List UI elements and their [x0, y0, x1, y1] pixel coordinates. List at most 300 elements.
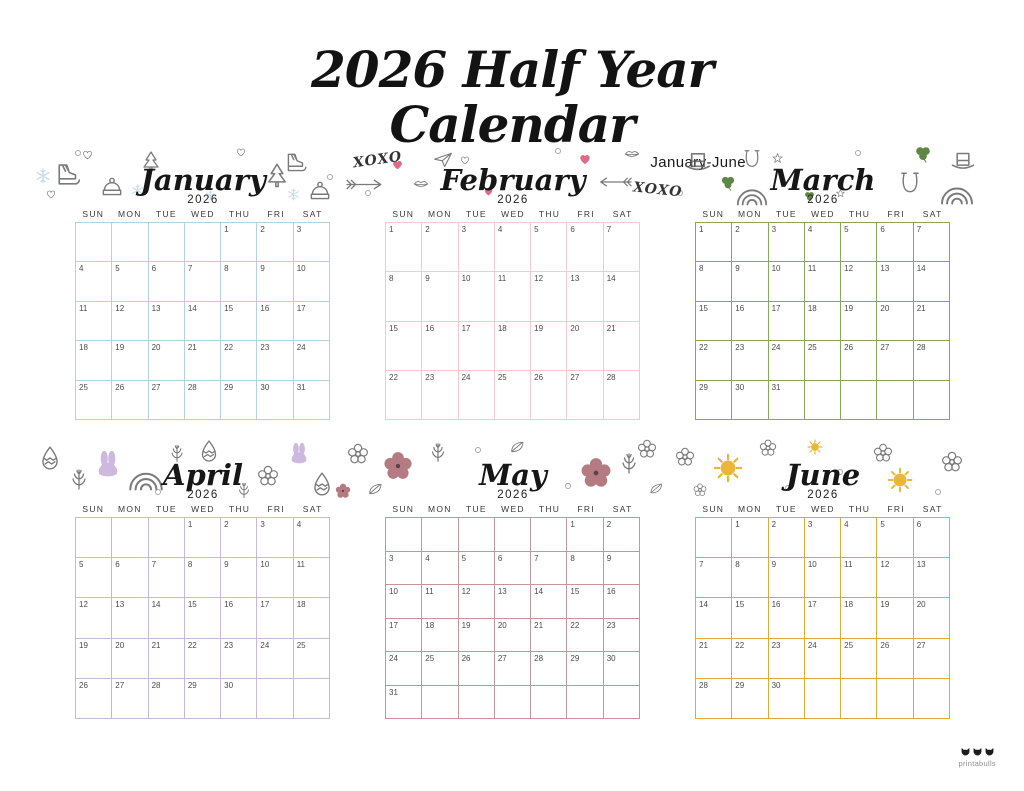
- date-number: 16: [606, 587, 616, 596]
- date-number: 7: [916, 225, 922, 234]
- dow-label: TUE: [155, 209, 177, 219]
- date-number: 27: [880, 343, 890, 353]
- date-number: 20: [151, 343, 161, 353]
- date-number: 11: [425, 587, 434, 596]
- date-number: 18: [296, 600, 306, 610]
- date-number: 14: [606, 274, 616, 284]
- dow-label: WED: [811, 209, 835, 219]
- shamrock-icon: [803, 190, 816, 203]
- day-cell: [112, 341, 148, 380]
- date-number: 19: [880, 600, 890, 610]
- date-number: 5: [844, 225, 849, 234]
- day-cell: [877, 302, 913, 341]
- day-cell: [877, 598, 913, 638]
- day-cell: [732, 558, 768, 598]
- day-cell: [567, 272, 603, 321]
- day-cell: [877, 558, 913, 598]
- flower-icon: [335, 483, 351, 499]
- date-number: 11: [79, 303, 88, 313]
- date-number: 26: [844, 343, 854, 353]
- date-number: 30: [606, 654, 616, 663]
- date-number: 19: [461, 620, 471, 630]
- day-cell: [567, 585, 603, 619]
- day-cell: [185, 679, 221, 719]
- day-of-week-header: [695, 503, 951, 516]
- day-cell: [877, 639, 913, 679]
- decor-band-easter-floral-summer: [35, 439, 985, 503]
- date-number: 5: [534, 225, 539, 234]
- dow-label: FRI: [267, 209, 285, 219]
- date-number: 23: [606, 620, 616, 630]
- branch-icon: [67, 467, 91, 491]
- day-cell: [914, 558, 950, 598]
- date-number: 23: [260, 343, 270, 353]
- page-title: 2026 Half Year Calendar: [310, 40, 713, 154]
- date-number: 30: [260, 382, 270, 392]
- day-cell: [567, 322, 603, 371]
- date-number: 1: [699, 225, 704, 234]
- bunny-icon: [287, 443, 311, 467]
- day-cell: [531, 686, 567, 720]
- day-cell: [567, 552, 603, 586]
- day-cell: [459, 518, 495, 552]
- day-cell: [531, 585, 567, 619]
- date-number: 27: [115, 680, 125, 690]
- rainbow-icon: [735, 186, 769, 206]
- winter-hat-icon: [99, 174, 125, 200]
- date-number: 10: [389, 587, 398, 596]
- date-number: 2: [606, 520, 612, 529]
- month-year: 2026: [497, 489, 529, 501]
- day-cell: [257, 518, 293, 558]
- date-number: 9: [771, 560, 777, 570]
- heart-icon: [459, 154, 471, 166]
- date-number: 26: [461, 654, 471, 663]
- date-number: 15: [389, 323, 398, 333]
- dow-label: SUN: [82, 209, 105, 219]
- day-cell: [914, 518, 950, 558]
- date-number: 5: [880, 520, 885, 529]
- day-cell: [604, 518, 640, 552]
- date-number: 19: [115, 343, 125, 353]
- dot-icon: [855, 150, 861, 156]
- dow-label: MON: [117, 504, 142, 514]
- dow-label: WED: [501, 209, 525, 219]
- date-number: 11: [844, 560, 853, 570]
- day-cell: [841, 302, 877, 341]
- winter-hat-icon: [307, 178, 333, 204]
- date-number: 31: [389, 687, 398, 697]
- month-name: February: [440, 162, 586, 197]
- day-cell: [805, 262, 841, 301]
- day-cell: [841, 598, 877, 638]
- date-number: 9: [735, 264, 740, 274]
- heart-icon: [45, 188, 57, 200]
- month-name: May: [479, 457, 547, 492]
- dow-label: SUN: [702, 504, 725, 514]
- day-cell: [459, 322, 495, 371]
- dow-label: THU: [538, 209, 561, 219]
- day-cell: [149, 302, 185, 341]
- day-cell: [732, 223, 768, 262]
- day-cell: [221, 381, 257, 420]
- date-number: 17: [771, 303, 781, 313]
- day-cell: [531, 518, 567, 552]
- heart-icon: [235, 146, 247, 158]
- dow-label: TUE: [465, 504, 487, 514]
- date-number: 24: [296, 343, 306, 353]
- date-number: 23: [771, 640, 781, 650]
- date-number: 8: [389, 274, 394, 284]
- day-cell: [495, 686, 531, 720]
- date-number: 3: [771, 225, 777, 234]
- decor-band-winter-valentine-stpatrick: [35, 144, 985, 208]
- day-cell: [495, 585, 531, 619]
- date-number: 22: [224, 343, 234, 353]
- date-number: 31: [771, 382, 781, 392]
- day-cell: [696, 518, 732, 558]
- date-number: 13: [916, 560, 926, 570]
- bunny-icon: [93, 451, 123, 481]
- date-number: 6: [880, 225, 885, 234]
- date-number: 21: [534, 620, 544, 630]
- dow-label: FRI: [267, 504, 285, 514]
- day-cell: [112, 679, 148, 719]
- date-number: 8: [570, 553, 575, 563]
- day-cell: [805, 341, 841, 380]
- dow-label: MON: [117, 209, 142, 219]
- day-cell: [805, 598, 841, 638]
- date-number: 8: [187, 560, 193, 570]
- cupid-arrow-icon: [595, 174, 633, 190]
- day-cell: [805, 223, 841, 262]
- snowflake-icon: [35, 168, 51, 184]
- day-cell: [294, 302, 330, 341]
- day-cell: [732, 639, 768, 679]
- date-number: 15: [699, 303, 708, 313]
- dot-icon: [365, 190, 371, 196]
- day-cell: [877, 262, 913, 301]
- day-cell: [257, 262, 293, 301]
- top-hat-icon: [949, 150, 977, 178]
- day-cell: [696, 598, 732, 638]
- date-number: 15: [735, 600, 745, 610]
- day-cell: [257, 679, 293, 719]
- dow-label: FRI: [887, 209, 905, 219]
- day-cell: [185, 381, 221, 420]
- month-name: January: [140, 162, 266, 197]
- flower-icon: [693, 483, 707, 497]
- dow-label: THU: [228, 209, 251, 219]
- day-cell: [732, 341, 768, 380]
- xoxo-text: XOXO: [352, 148, 404, 172]
- date-number: 22: [389, 372, 398, 382]
- day-cell: [386, 223, 422, 272]
- day-cell: [732, 679, 768, 719]
- dot-icon: [935, 489, 941, 495]
- date-number: 21: [606, 323, 616, 333]
- day-cell: [914, 302, 950, 341]
- day-cell: [294, 679, 330, 719]
- easter-egg-icon: [37, 445, 63, 471]
- date-number: 16: [425, 323, 435, 333]
- day-cell: [531, 371, 567, 420]
- day-cell: [696, 639, 732, 679]
- dow-label: MON: [427, 209, 452, 219]
- month-year: 2026: [807, 489, 839, 501]
- day-cell: [149, 223, 185, 262]
- date-number: 25: [844, 640, 854, 650]
- day-cell: [769, 598, 805, 638]
- flower-icon: [383, 451, 413, 481]
- day-cell: [914, 223, 950, 262]
- date-number: 3: [296, 225, 302, 234]
- dow-label: FRI: [577, 504, 595, 514]
- date-number: 12: [844, 264, 854, 274]
- date-number: 12: [534, 274, 544, 284]
- date-number: 4: [807, 225, 813, 234]
- date-number: 28: [916, 343, 926, 353]
- day-cell: [841, 558, 877, 598]
- horseshoe-icon: [741, 148, 763, 170]
- day-cell: [696, 558, 732, 598]
- day-cell: [257, 223, 293, 262]
- page-subtitle: January-June: [650, 154, 746, 171]
- date-number: 17: [461, 323, 471, 333]
- day-cell: [914, 639, 950, 679]
- day-cell: [76, 341, 112, 380]
- dow-label: TUE: [465, 209, 487, 219]
- day-cell: [386, 585, 422, 619]
- date-number: 26: [534, 372, 544, 382]
- day-cell: [386, 371, 422, 420]
- snowflake-icon: [287, 188, 300, 201]
- day-cell: [459, 272, 495, 321]
- dow-label: TUE: [775, 209, 797, 219]
- date-number: 14: [916, 264, 926, 274]
- day-cell: [604, 322, 640, 371]
- day-cell: [294, 518, 330, 558]
- date-number: 4: [425, 553, 430, 563]
- lips-icon: [409, 176, 433, 192]
- date-number: 22: [699, 343, 708, 353]
- day-cell: [841, 223, 877, 262]
- day-cell: [459, 619, 495, 653]
- date-number: 2: [771, 520, 777, 529]
- day-cell: [257, 558, 293, 598]
- date-number: 4: [79, 264, 84, 274]
- date-number: 13: [497, 587, 507, 596]
- dow-label: MON: [737, 504, 762, 514]
- dow-label: SUN: [392, 504, 415, 514]
- day-cell: [294, 598, 330, 638]
- date-number: 5: [115, 264, 120, 274]
- day-cell: [185, 262, 221, 301]
- day-cell: [604, 552, 640, 586]
- date-number: 27: [916, 640, 926, 650]
- date-number: 16: [224, 600, 234, 610]
- day-cell: [112, 223, 148, 262]
- date-number: 3: [461, 225, 467, 234]
- date-number: 21: [151, 640, 161, 650]
- day-cell: [149, 381, 185, 420]
- date-number: 31: [296, 382, 306, 392]
- date-number: 29: [699, 382, 708, 392]
- date-number: 18: [807, 303, 817, 313]
- day-cell: [914, 262, 950, 301]
- date-number: 25: [497, 372, 507, 382]
- date-number: 24: [389, 654, 398, 663]
- day-cell: [112, 598, 148, 638]
- bulldog-icon: [960, 747, 971, 758]
- day-cell: [76, 679, 112, 719]
- date-number: 20: [916, 600, 926, 610]
- date-number: 21: [916, 303, 926, 313]
- date-grid: [385, 222, 640, 420]
- date-number: 30: [735, 382, 745, 392]
- flower-icon: [941, 451, 963, 473]
- day-cell: [257, 639, 293, 679]
- date-number: 7: [187, 264, 193, 274]
- day-cell: [422, 518, 458, 552]
- day-cell: [422, 686, 458, 720]
- leaf-icon: [647, 481, 665, 496]
- dow-label: SAT: [612, 504, 633, 514]
- date-number: 24: [260, 640, 270, 650]
- date-number: 17: [296, 303, 306, 313]
- date-number: 25: [807, 343, 817, 353]
- date-grid: [75, 517, 330, 719]
- date-number: 2: [425, 225, 430, 234]
- day-cell: [696, 223, 732, 262]
- date-number: 8: [699, 264, 704, 274]
- date-number: 26: [115, 382, 125, 392]
- day-cell: [294, 223, 330, 262]
- dot-icon: [565, 483, 571, 489]
- day-cell: [459, 686, 495, 720]
- dow-label: SAT: [302, 209, 323, 219]
- sun-icon: [713, 453, 743, 483]
- date-number: 11: [497, 274, 507, 284]
- date-number: 11: [296, 560, 306, 570]
- date-number: 27: [151, 382, 161, 392]
- date-number: 5: [79, 560, 84, 570]
- date-number: 15: [570, 587, 580, 596]
- branch-icon: [427, 441, 449, 463]
- easter-egg-icon: [309, 471, 335, 497]
- day-cell: [294, 341, 330, 380]
- date-number: 18: [844, 600, 854, 610]
- day-cell: [221, 558, 257, 598]
- day-cell: [769, 302, 805, 341]
- date-number: 29: [735, 680, 745, 690]
- day-cell: [914, 679, 950, 719]
- date-number: 27: [497, 654, 507, 663]
- date-number: 14: [187, 303, 197, 313]
- sun-icon: [887, 467, 913, 493]
- day-cell: [185, 518, 221, 558]
- leaf-icon: [365, 481, 385, 497]
- day-cell: [76, 381, 112, 420]
- day-cell: [112, 381, 148, 420]
- day-cell: [805, 302, 841, 341]
- ice-skate-icon: [283, 150, 309, 176]
- day-cell: [76, 223, 112, 262]
- day-cell: [604, 686, 640, 720]
- day-cell: [495, 652, 531, 686]
- date-number: 11: [807, 264, 817, 274]
- day-cell: [386, 686, 422, 720]
- date-number: 22: [735, 640, 745, 650]
- date-number: 12: [880, 560, 890, 570]
- dow-label: WED: [811, 504, 835, 514]
- rainbow-icon: [939, 184, 975, 205]
- date-number: 2: [260, 225, 265, 234]
- day-cell: [696, 381, 732, 420]
- day-cell: [841, 341, 877, 380]
- day-cell: [185, 302, 221, 341]
- date-number: 24: [771, 343, 781, 353]
- day-cell: [386, 272, 422, 321]
- day-cell: [769, 341, 805, 380]
- date-number: 20: [115, 640, 125, 650]
- dow-label: TUE: [775, 504, 797, 514]
- day-cell: [386, 322, 422, 371]
- date-number: 14: [534, 587, 544, 596]
- date-grid: [695, 517, 950, 719]
- day-of-week-header: [385, 208, 641, 221]
- day-cell: [459, 371, 495, 420]
- day-cell: [221, 302, 257, 341]
- day-cell: [422, 619, 458, 653]
- day-cell: [531, 223, 567, 272]
- day-cell: [732, 518, 768, 558]
- day-cell: [422, 552, 458, 586]
- star-icon: [771, 152, 784, 165]
- day-cell: [112, 302, 148, 341]
- day-cell: [531, 272, 567, 321]
- month-name: March: [770, 162, 876, 197]
- day-cell: [294, 262, 330, 301]
- date-number: 17: [260, 600, 270, 610]
- date-grid: [75, 222, 330, 420]
- date-number: 12: [461, 587, 471, 596]
- day-cell: [805, 679, 841, 719]
- date-number: 6: [115, 560, 120, 570]
- pine-tree-icon: [139, 150, 163, 174]
- date-number: 7: [151, 560, 157, 570]
- day-cell: [459, 585, 495, 619]
- bottom-half-section: [35, 439, 985, 719]
- date-number: 15: [187, 600, 197, 610]
- date-number: 7: [606, 225, 612, 234]
- date-number: 29: [224, 382, 234, 392]
- dot-icon: [837, 469, 843, 475]
- branch-icon: [235, 481, 253, 499]
- day-cell: [805, 558, 841, 598]
- brand-logo: [959, 747, 997, 768]
- date-grid: [695, 222, 950, 420]
- date-number: 3: [260, 520, 265, 529]
- ice-skate-icon: [53, 160, 83, 190]
- day-cell: [696, 679, 732, 719]
- day-cell: [841, 262, 877, 301]
- day-cell: [769, 558, 805, 598]
- bulldog-icon: [972, 747, 983, 758]
- day-cell: [495, 518, 531, 552]
- day-cell: [914, 598, 950, 638]
- day-cell: [386, 652, 422, 686]
